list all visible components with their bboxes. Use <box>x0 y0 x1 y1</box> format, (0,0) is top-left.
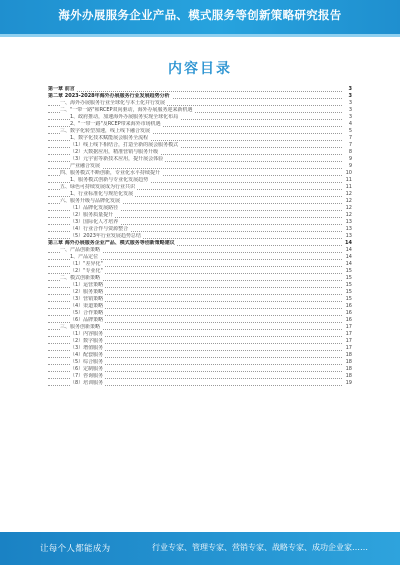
toc-entry-title: （1）品牌化发展路径 <box>70 205 119 211</box>
toc-entry[interactable] <box>48 366 352 373</box>
toc-entry-title: 三、服务创新策略 <box>60 324 101 330</box>
toc-entry[interactable] <box>48 240 352 247</box>
toc-entry[interactable] <box>48 331 352 338</box>
toc-entry-page: 17 <box>345 331 352 337</box>
toc-entry-title: （3）国际化人才培养 <box>70 219 119 225</box>
toc-entry-title: 一、海外办展服务行业全球化与本土化并行发展 <box>60 100 166 106</box>
header-stripe <box>0 34 400 37</box>
toc-entry-title: （3）营销策略 <box>70 296 104 302</box>
toc-entry[interactable] <box>48 121 352 128</box>
toc-entry-page: 11 <box>345 177 352 183</box>
toc-entry-page: 4 <box>348 121 352 127</box>
toc-entry[interactable] <box>48 149 352 156</box>
toc-entry-title: （6）品牌策略 <box>70 317 104 323</box>
toc-entry[interactable] <box>48 114 352 121</box>
toc-entry-page: 3 <box>348 100 352 106</box>
toc-entry-page: 17 <box>345 345 352 351</box>
toc-entry[interactable] <box>48 338 352 345</box>
toc-entry[interactable] <box>48 233 352 240</box>
toc-entry[interactable] <box>48 219 352 226</box>
toc-entry-title: 1、政府推动，加速海外办展服务实现全球化布局 <box>70 114 179 120</box>
toc-entry-title: （2）大数据应用，精准营销与服务升级 <box>70 149 159 155</box>
toc-entry-title: （1）"差异化" <box>70 261 103 267</box>
toc-entry-page: 3 <box>348 114 352 120</box>
toc-entry[interactable] <box>48 261 352 268</box>
toc-entry-title: 二、"一带一路"和RCEP双向驱动，海外办展服务迎来新机遇 <box>60 107 193 113</box>
toc-leader-dots <box>48 91 342 92</box>
toc-entry-page: 9 <box>348 163 352 169</box>
toc-entry-page: 14 <box>345 261 352 267</box>
toc-entry[interactable] <box>48 310 352 317</box>
toc-entry-title: （1）运营策略 <box>70 282 104 288</box>
toc-entry-title: 1、产品定位 <box>70 254 99 260</box>
toc-entry[interactable] <box>48 247 352 254</box>
toc-entry[interactable] <box>48 86 352 93</box>
toc-entry-title: （3）元宇宙等新技术应用，提升展会体验 <box>70 156 164 162</box>
toc-entry-page: 15 <box>345 275 352 281</box>
toc-entry-page: 12 <box>345 205 352 211</box>
toc-entry-title: 一、产品创新策略 <box>60 247 101 253</box>
table-of-contents <box>48 86 352 387</box>
toc-entry-page: 8 <box>348 149 352 155</box>
toc-entry[interactable] <box>48 93 352 100</box>
toc-entry-page: 15 <box>345 268 352 274</box>
toc-entry-title: （4）行业合作与资源整合 <box>70 226 129 232</box>
toc-entry-page: 18 <box>345 359 352 365</box>
toc-entry-title: 第三章 海外办展服务企业产品、模式服务等创新策略建议 <box>48 240 175 246</box>
toc-entry-page: 12 <box>345 212 352 218</box>
toc-entry[interactable] <box>48 296 352 303</box>
toc-entry-title: （3）增值服务 <box>70 345 104 351</box>
toc-entry-page: 17 <box>345 338 352 344</box>
toc-entry-title: （6）定制服务 <box>70 366 104 372</box>
toc-entry[interactable] <box>48 254 352 261</box>
toc-entry[interactable] <box>48 282 352 289</box>
toc-entry-page: 16 <box>345 317 352 323</box>
toc-entry-title: 2、"一带一路"及RCEP带来海外市场机遇 <box>70 121 161 127</box>
footer-slogan: 让每个人都能成为 <box>40 544 111 554</box>
report-title: 海外办展服务企业产品、模式服务等创新策略研究报告 <box>58 8 342 22</box>
toc-entry-title: （4）渠道策略 <box>70 303 104 309</box>
toc-entry-title: 第一章 前言 <box>48 86 75 92</box>
toc-entry[interactable] <box>48 317 352 324</box>
toc-entry-page: 15 <box>345 289 352 295</box>
toc-entry-title: （5）合作策略 <box>70 310 104 316</box>
toc-entry[interactable] <box>48 359 352 366</box>
toc-entry-page: 12 <box>345 198 352 204</box>
footer-tagline: 行业专家、管理专家、营销专家、战略专家、成功企业家…… <box>152 543 368 552</box>
toc-entry-title: （2）服务质量提升 <box>70 212 114 218</box>
toc-entry-page: 13 <box>345 233 352 239</box>
toc-entry-page: 19 <box>345 380 352 386</box>
toc-entry[interactable] <box>48 100 352 107</box>
toc-entry-page: 5 <box>348 128 352 134</box>
toc-entry[interactable] <box>48 107 352 114</box>
toc-entry-title: （8）培训服务 <box>70 380 104 386</box>
toc-entry-page: 11 <box>345 184 352 190</box>
toc-entry-page: 3 <box>348 93 352 99</box>
toc-entry[interactable] <box>48 303 352 310</box>
toc-entry-page: 3 <box>348 86 352 92</box>
toc-entry-title: （1）内容服务 <box>70 331 104 337</box>
toc-entry-page: 16 <box>345 310 352 316</box>
toc-entry[interactable] <box>48 268 352 275</box>
toc-entry-title: 五、绿色可持续发展成为行业共识 <box>60 184 136 190</box>
toc-entry-page: 15 <box>345 282 352 288</box>
toc-entry-page: 14 <box>345 254 352 260</box>
toc-entry-title: 三、数字化转型加速，线上线下融合发展 <box>60 128 151 134</box>
footer-banner <box>0 532 400 565</box>
toc-entry-title: 四、服务模式不断创新，专业化水平持续提升 <box>60 170 161 176</box>
toc-entry-title: （2）数字服务 <box>70 338 104 344</box>
toc-entry-page: 12 <box>345 191 352 197</box>
toc-entry[interactable] <box>48 226 352 233</box>
toc-entry[interactable] <box>48 205 352 212</box>
toc-entry-title: （2）服务策略 <box>70 289 104 295</box>
toc-entry-page: 17 <box>345 324 352 330</box>
toc-entry-page: 14 <box>345 247 352 253</box>
toc-entry[interactable] <box>48 380 352 387</box>
toc-entry-page: 13 <box>345 219 352 225</box>
toc-entry-title: （4）配套服务 <box>70 352 104 358</box>
toc-entry[interactable] <box>48 184 352 191</box>
toc-entry-page: 18 <box>345 373 352 379</box>
toc-entry-title: 1、数字化技术赋能展会服务全流程 <box>70 135 149 141</box>
toc-entry-page: 7 <box>348 142 352 148</box>
toc-entry-title: 第二章 2023-2028年海外办展服务行业发展趋势分析 <box>48 93 170 99</box>
toc-entry[interactable] <box>48 352 352 359</box>
toc-entry[interactable] <box>48 324 352 331</box>
toc-entry[interactable] <box>48 142 352 149</box>
toc-entry-title: （1）线上线下相结合，打造全新的展会服务模式 <box>70 142 179 148</box>
toc-entry-page: 16 <box>345 303 352 309</box>
toc-entry-title: （5）综合服务 <box>70 359 104 365</box>
toc-entry-page: 13 <box>345 226 352 232</box>
toc-entry[interactable] <box>48 345 352 352</box>
toc-entry[interactable] <box>48 177 352 184</box>
toc-entry[interactable] <box>48 156 352 163</box>
toc-entry-page: 7 <box>348 135 352 141</box>
toc-entry-title: （7）咨询服务 <box>70 373 104 379</box>
toc-entry[interactable] <box>48 198 352 205</box>
toc-entry-page: 9 <box>348 156 352 162</box>
toc-entry-title: （2）"专业化" <box>70 268 103 274</box>
toc-entry[interactable] <box>48 289 352 296</box>
report-header <box>0 0 400 34</box>
toc-entry-page: 10 <box>345 170 352 176</box>
toc-entry[interactable] <box>48 135 352 142</box>
toc-entry-page: 14 <box>345 240 352 246</box>
toc-entry-title: 1、行业标准化与规范化发展 <box>70 191 134 197</box>
toc-entry-title: 六、服务升级与品牌化发展 <box>60 198 121 204</box>
toc-entry-title: 产业融合发展 <box>70 163 101 169</box>
toc-entry[interactable] <box>48 373 352 380</box>
toc-entry-page: 18 <box>345 366 352 372</box>
toc-entry-title: 二、模式创新策略 <box>60 275 101 281</box>
toc-entry-page: 18 <box>345 352 352 358</box>
toc-entry[interactable] <box>48 128 352 135</box>
toc-entry-title: （5）2023年行业发展趋势总结 <box>70 233 141 239</box>
toc-entry[interactable] <box>48 170 352 177</box>
toc-entry-page: 3 <box>348 107 352 113</box>
toc-entry-page: 15 <box>345 296 352 302</box>
toc-heading: 内容目录 <box>168 61 232 77</box>
toc-entry-title: 1、服务模式创新与专业化发展趋势 <box>70 177 149 183</box>
toc-entry[interactable] <box>48 191 352 198</box>
toc-entry[interactable] <box>48 212 352 219</box>
toc-entry[interactable] <box>48 275 352 282</box>
toc-entry[interactable] <box>48 163 352 170</box>
